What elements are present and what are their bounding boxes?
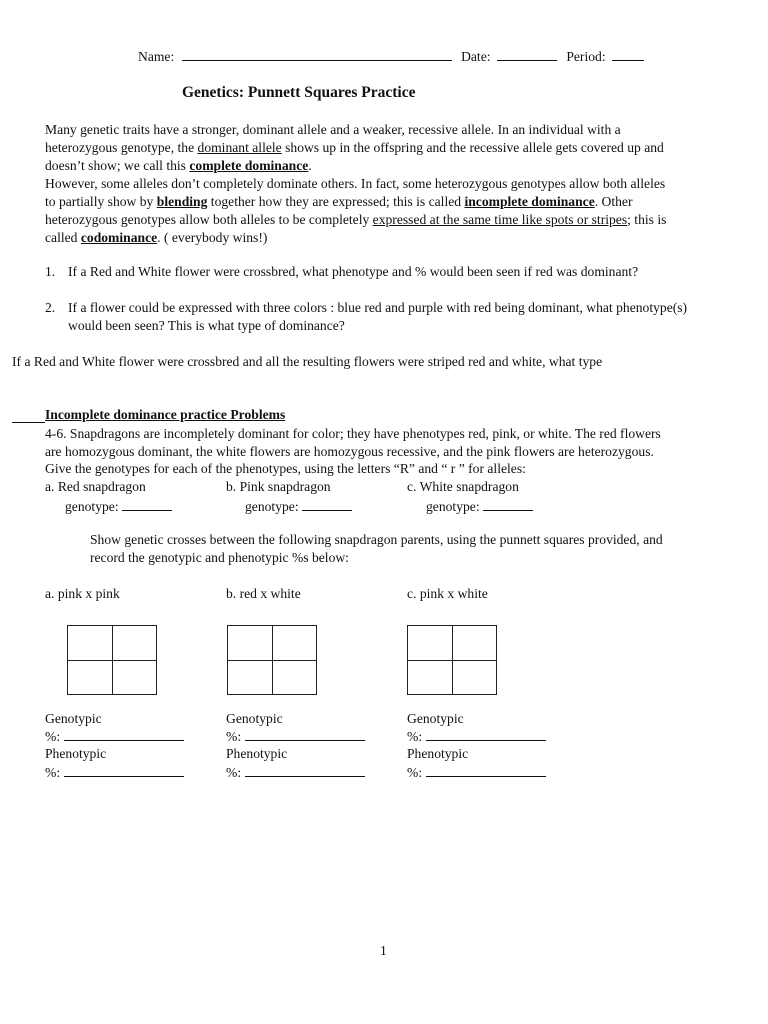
cross-a-phenotypic-label: Phenotypic [45,746,107,761]
snap-red-genotype: genotype: [65,498,172,515]
cross-c-genotypic-field[interactable] [426,728,546,741]
term-blending: blending [156,194,208,209]
term-codominance: codominance [80,230,158,245]
crosses-intro-line-2: record the genotypic and phenotypic %s below: [90,550,349,565]
period-label: Period: [566,49,606,64]
cross-b-phenotypic-pct: %: [226,764,365,781]
cross-a-label: a. pink x pink [45,586,120,601]
cross-a-genotypic-pct: %: [45,728,184,745]
punnett-square-b[interactable] [227,625,317,695]
section-para-line-3: Give the genotypes for each of the phenotypes, using the letters “R” and “ r ” for alleles: [45,461,526,476]
date-label: Date: [461,49,491,64]
intro-line-4: However, some alleles don’t completely dominate others. In fact, some heterozygous genotypes allow both alleles [45,176,666,191]
cross-c-genotypic-pct: %: [407,728,546,745]
section-rule [12,422,45,423]
cross-b-label: b. red x white [226,586,301,601]
cross-a-phenotypic-field[interactable] [64,764,184,777]
period-field[interactable] [612,48,644,61]
term-incomplete-dominance: incomplete dominance [464,194,595,209]
cross-a-phenotypic-pct: %: [45,764,184,781]
intro-line-6: heterozygous genotypes allow both alleles to be completely expressed at the same time like spots or stripes; this is [45,212,667,227]
cross-c-genotypic-label: Genotypic [407,711,464,726]
snap-pink-genotype-field[interactable] [302,498,352,511]
intro-line-7: called codominance. ( everybody wins!) [45,230,268,245]
cross-a-genotypic-field[interactable] [64,728,184,741]
section-heading: Incomplete dominance practice Problems [45,407,286,422]
question-2-line-2: would been seen? This is what type of dominance? [68,318,345,333]
term-expressed-same-time: expressed at the same time like spots or stripes [372,212,628,227]
intro-line-5: to partially show by blending together how they are expressed; this is called incomplete dominance. Other [45,194,633,209]
cross-b-genotypic-pct: %: [226,728,365,745]
crosses-intro-line-1: Show genetic crosses between the following snapdragon parents, using the punnett squares provided, and [90,532,663,547]
cross-b-genotypic-label: Genotypic [226,711,283,726]
cross-c-phenotypic-pct: %: [407,764,546,781]
cross-b-genotypic-field[interactable] [245,728,365,741]
snap-white-label: c. White snapdragon [407,479,519,494]
page-number: 1 [380,943,387,958]
cross-c-label: c. pink x white [407,586,488,601]
punnett-square-a[interactable] [67,625,157,695]
question-1: If a Red and White flower were crossbred, what phenotype and % would been seen if red was dominant? [68,264,639,279]
intro-line-1: Many genetic traits have a stronger, dominant allele and a weaker, recessive allele. In an individual with a [45,122,621,137]
term-dominant-allele: dominant allele [197,140,282,155]
section-para-line-1: 4-6. Snapdragons are incompletely dominant for color; they have phenotypes red, pink, or white. The red flowers [45,426,661,441]
intro-line-3: doesn’t show; we call this complete dominance. [45,158,312,173]
snap-red-label: a. Red snapdragon [45,479,146,494]
cross-a-genotypic-label: Genotypic [45,711,102,726]
intro-line-2: heterozygous genotype, the dominant allele shows up in the offspring and the recessive allele gets covered up and [45,140,664,155]
header-line [138,48,644,65]
snap-red-genotype-field[interactable] [122,498,172,511]
date-field[interactable] [497,48,557,61]
question-2-line-1: If a flower could be expressed with three colors : blue red and purple with red being dominant, what phenotype(s) [68,300,688,315]
cross-b-phenotypic-label: Phenotypic [226,746,288,761]
question-1-number: 1. [45,264,56,279]
page-title: Genetics: Punnett Squares Practice [182,84,416,101]
term-complete-dominance: complete dominance [189,158,309,173]
name-label: Name: [138,49,175,64]
snap-white-genotype: genotype: [426,498,533,515]
question-3: If a Red and White flower were crossbred and all the resulting flowers were striped red and white, what type [12,354,603,369]
name-field[interactable] [182,48,452,61]
punnett-square-c[interactable] [407,625,497,695]
cross-b-phenotypic-field[interactable] [245,764,365,777]
question-2-number: 2. [45,300,56,315]
cross-c-phenotypic-label: Phenotypic [407,746,469,761]
cross-c-phenotypic-field[interactable] [426,764,546,777]
snap-pink-genotype: genotype: [245,498,352,515]
section-para-line-2: are homozygous dominant, the white flowers are homozygous recessive, and the pink flowers are heterozygous. [45,444,654,459]
snap-white-genotype-field[interactable] [483,498,533,511]
snap-pink-label: b. Pink snapdragon [226,479,331,494]
